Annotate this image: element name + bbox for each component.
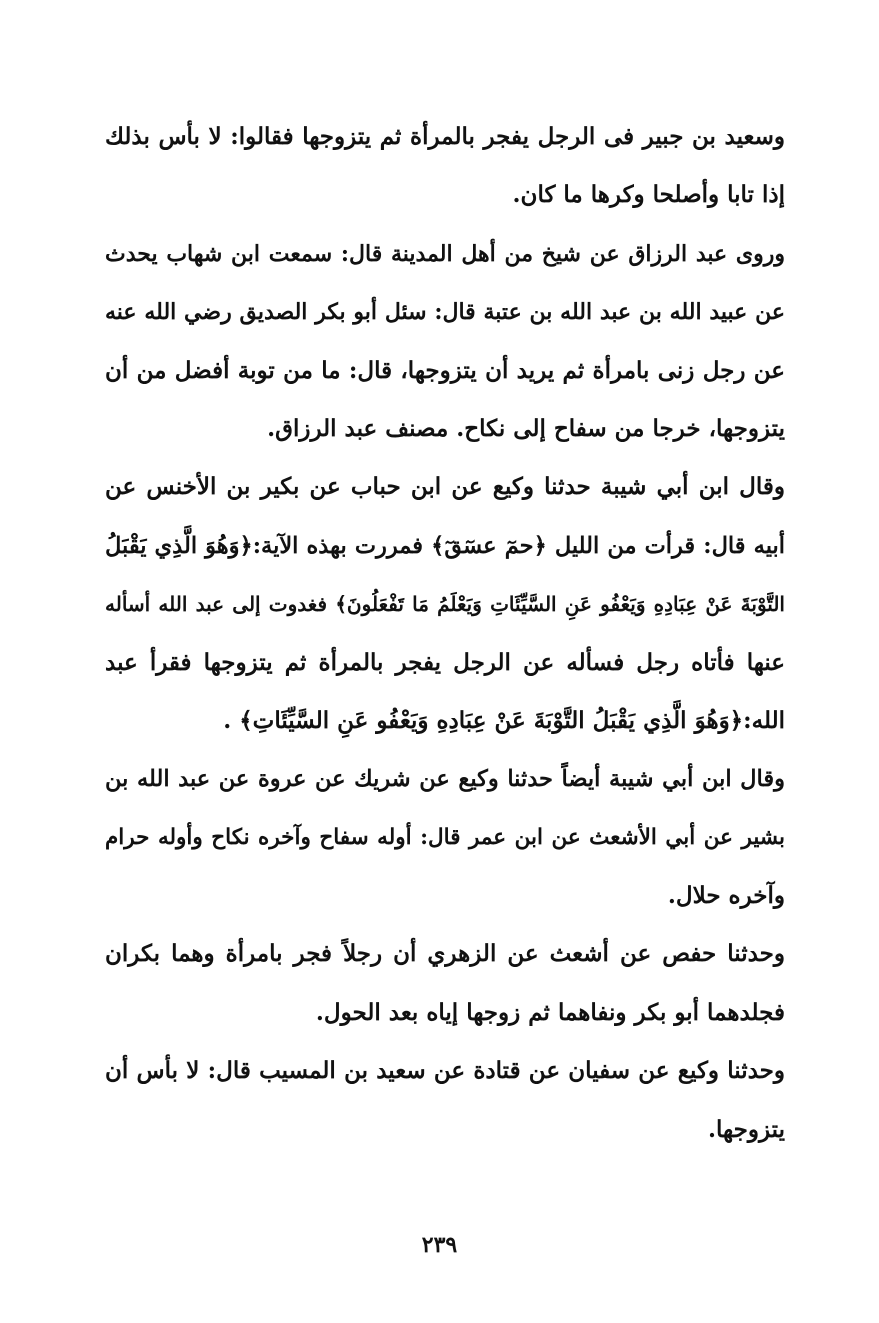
text-line-17: وحدثنا وكيع عن سفيان عن قتادة عن سعيد بن المسيب قال: لا بأس أن [105,1057,785,1085]
text-line-7: وقال ابن أبي شيبة حدثنا وكيع عن ابن حباب عن بكير بن الأخنس عن [105,473,785,501]
page-number: ٢٣٩ [421,1232,458,1258]
text-line-2: إذا تابا وأصلحا وكرها ما كان. [512,181,785,209]
text-line-6: يتزوجها، خرجا من سفاح إلى نكاح. مصنف عبد الرزاق. [267,414,785,442]
text-line-13: بشير عن أبي الأشعث عن ابن عمر قال: أوله سفاح وآخره نكاح وأوله حرام [105,824,785,850]
text-line-14: وآخره حلال. [667,882,785,910]
text-line-16: فجلدهما أبو بكر ونفاهما ثم زوجها إياه بعد الحول. [315,998,785,1026]
page-body-text [105,108,785,1159]
text-line-15: وحدثنا حفص عن أشعث عن الزهري أن رجلاً فجر بامرأة وهما بكران [105,940,785,968]
text-line-5: عن رجل زنى بامرأة ثم يريد أن يتزوجها، قال: ما من توبة أفضل من أن [105,356,785,384]
text-line-4: عن عبيد الله بن عبد الله بن عتبة قال: سئل أبو بكر الصديق رضي الله عنه [105,299,785,326]
text-line-12: وقال ابن أبي شيبة أيضاً حدثنا وكيع عن شريك عن عروة عن عبد الله بن [105,766,785,793]
text-line-11: الله:﴿وَهُوَ الَّذِي يَقْبَلُ التَّوْبَةَ عَنْ عِبَادِهِ وَيَعْفُو عَنِ السَّيِّئَاتِ﴾ . [223,706,785,734]
text-line-1: وسعيد بن جبير فى الرجل يفجر بالمرأة ثم يتزوجها فقالوا: لا بأس بذلك [105,123,785,150]
text-line-10: عنها فأتاه رجل فسأله عن الرجل يفجر بالمرأة ثم يتزوجها فقرأ عبد [105,648,785,676]
text-line-3: وروى عبد الرزاق عن شيخ من أهل المدينة قال: سمعت ابن شهاب يحدث [105,240,785,267]
text-line-8: أبيه قال: قرأت من الليل ﴿حمٓ عسٓقٓ﴾ فمررت بهذه الآية:﴿وَهُوَ الَّذِي يَقْبَلُ [105,532,785,559]
text-line-18: يتزوجها. [708,1115,785,1143]
text-line-9: التَّوْبَةَ عَنْ عِبَادِهِ وَيَعْفُو عَنِ السَّيِّئَاتِ وَيَعْلَمُ مَا تَفْعَلُونَ﴾ فغدوت إلى عبد الله أسأله [105,592,785,617]
